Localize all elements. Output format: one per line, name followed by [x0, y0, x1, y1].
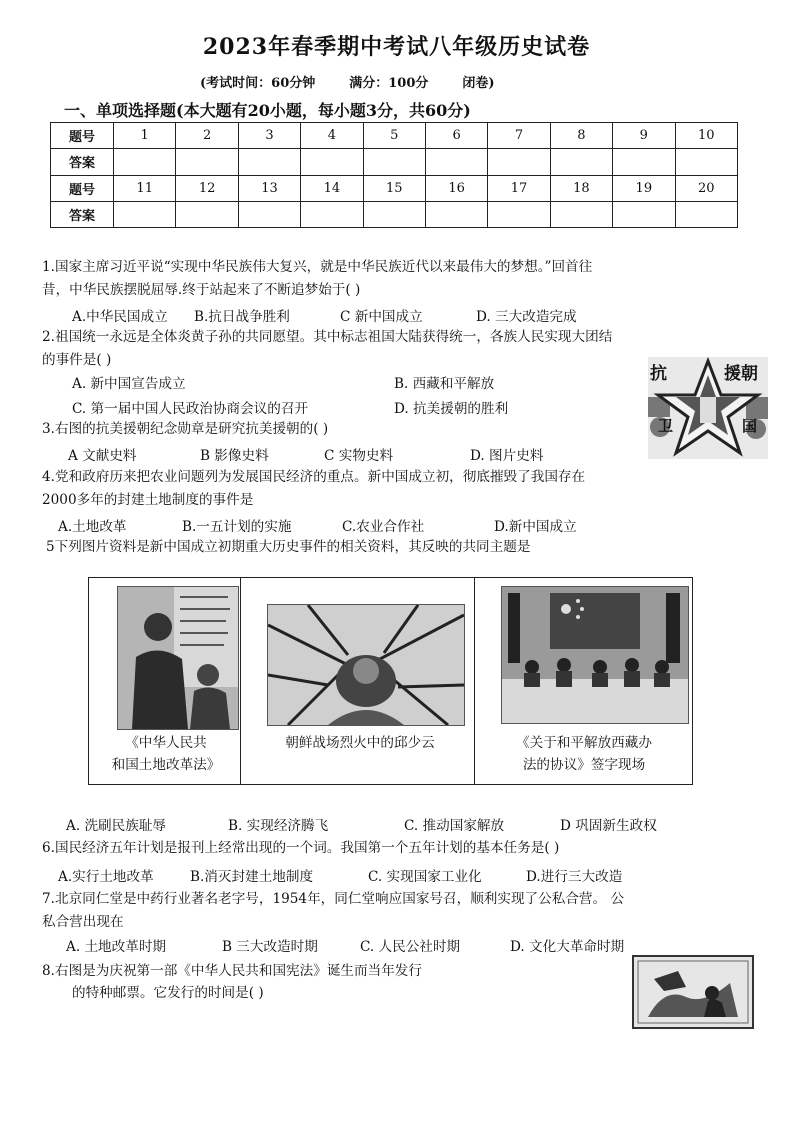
table-cell: 15: [363, 175, 425, 201]
table-cell: 17: [488, 175, 550, 201]
tibet-agreement-photo: [501, 586, 689, 724]
row-label-answer: 答案: [51, 149, 114, 175]
answer-cell[interactable]: [550, 201, 612, 227]
q2-option-a[interactable]: A. 新中国宣告成立: [72, 376, 186, 392]
table-cell: 8: [550, 123, 612, 149]
answer-cell[interactable]: [425, 149, 487, 175]
table-cell: 16: [425, 175, 487, 201]
q4-option-b[interactable]: B.一五计划的实施: [182, 519, 292, 535]
caption-land-reform: [99, 732, 233, 776]
caption-line: 和国土地改革法》: [111, 757, 221, 773]
table-cell: 2: [176, 123, 238, 149]
q2-option-d[interactable]: D. 抗美援朝的胜利: [394, 401, 509, 417]
medal-char-yuanchao: 援朝: [724, 364, 758, 384]
answer-table-row-answers-1: [51, 149, 738, 175]
answer-cell[interactable]: [613, 201, 675, 227]
table-cell: 9: [613, 123, 675, 149]
land-reform-law-photo: [117, 586, 239, 730]
constitution-stamp-image: [632, 955, 754, 1029]
answer-cell[interactable]: [176, 201, 238, 227]
answer-cell[interactable]: [301, 149, 363, 175]
medal-char-guo: 国: [742, 417, 758, 435]
q7-option-c[interactable]: C. 人民公社时期: [360, 939, 461, 955]
answer-cell[interactable]: [488, 149, 550, 175]
row-label-number: 题号: [51, 175, 114, 201]
q6-option-c[interactable]: C. 实现国家工业化: [368, 869, 482, 885]
table-cell: 10: [675, 123, 737, 149]
caption-tibet-agreement: [481, 732, 687, 776]
medal-char-wei: 卫: [658, 417, 674, 435]
q4-stem-line1: 4.党和政府历来把农业问题列为发展国民经济的重点。新中国成立初，彻底摧毁了我国存在: [42, 469, 586, 485]
q6-option-a[interactable]: A.实行土地改革: [58, 869, 154, 885]
caption-line: 《关于和平解放西藏办: [516, 735, 652, 751]
answer-cell[interactable]: [675, 201, 737, 227]
q5-option-d[interactable]: D 巩固新生政权: [560, 818, 657, 834]
table-cell: 7: [488, 123, 550, 149]
q7-stem-line1: 7.北京同仁堂是中药行业著名老字号，1954年，同仁堂响应国家号召，顺利实现了公私合营。 公: [42, 891, 625, 907]
exam-score: 满分：100分: [349, 76, 429, 91]
table-cell: 20: [675, 175, 737, 201]
q7-option-d[interactable]: D. 文化大革命时期: [510, 939, 625, 955]
qiu-shaoyun-photo: [267, 604, 465, 726]
table-cell: 13: [238, 175, 300, 201]
q7-option-a[interactable]: A. 土地改革时期: [66, 939, 167, 955]
answer-cell[interactable]: [176, 149, 238, 175]
table-cell: 11: [114, 175, 176, 201]
answer-table: [50, 122, 738, 228]
q7-stem-line2: 私合营出现在: [42, 914, 124, 930]
row-label-number: 题号: [51, 123, 114, 149]
answer-cell[interactable]: [425, 201, 487, 227]
q4-stem-line2: 2000多年的封建土地制度的事件是: [42, 492, 254, 508]
exam-closed: 闭卷): [462, 76, 495, 91]
answer-cell[interactable]: [114, 149, 176, 175]
table-cell: 5: [363, 123, 425, 149]
q5-stem: 5下列图片资料是新中国成立初期重大历史事件的相关资料，其反映的共同主题是: [46, 539, 531, 555]
q3-option-b[interactable]: B 影像史料: [200, 448, 269, 464]
answer-cell[interactable]: [488, 201, 550, 227]
caption-line: 法的协议》签字现场: [522, 757, 646, 773]
caption-line: 《中华人民共: [125, 735, 207, 751]
q6-option-d[interactable]: D.进行三大改造: [526, 869, 623, 885]
q3-option-c[interactable]: C 实物史料: [324, 448, 394, 464]
q2-stem-line2: 的事件是( ): [42, 352, 112, 368]
exam-time: (考试时间：60分钟: [200, 76, 316, 91]
table-cell: 4: [301, 123, 363, 149]
exam-meta: [200, 72, 529, 91]
answer-cell[interactable]: [363, 149, 425, 175]
divider: [474, 578, 475, 784]
table-cell: 1: [114, 123, 176, 149]
q1-option-a[interactable]: A.中华民国成立: [72, 309, 168, 325]
answer-cell[interactable]: [550, 149, 612, 175]
answer-cell[interactable]: [675, 149, 737, 175]
q7-option-b[interactable]: B 三大改造时期: [222, 939, 318, 955]
q4-option-c[interactable]: C.农业合作社: [342, 519, 425, 535]
answer-table-row-answers-2: [51, 201, 738, 227]
q3-option-d[interactable]: D. 图片史料: [470, 448, 544, 464]
caption-qiu-shaoyun: 朝鲜战场烈火中的邱少云: [285, 735, 435, 751]
answer-cell[interactable]: [301, 201, 363, 227]
q2-option-b[interactable]: B. 西藏和平解放: [394, 376, 495, 392]
section-one-heading: 一、单项选择题(本大题有20小题，每小题3分，共60分): [64, 101, 471, 120]
exam-title: 2023年春季期中考试八年级历史试卷: [202, 34, 591, 60]
answer-cell[interactable]: [238, 149, 300, 175]
table-cell: 12: [176, 175, 238, 201]
medal-char-kang: 抗: [650, 364, 667, 384]
q8-stem-line2: 的特种邮票。它发行的时间是( ): [72, 985, 264, 1001]
q5-option-c[interactable]: C. 推动国家解放: [404, 818, 505, 834]
q5-option-a[interactable]: A. 洗刷民族耻辱: [66, 818, 167, 834]
row-label-answer: 答案: [51, 201, 114, 227]
q1-stem-line1: 1.国家主席习近平说“实现中华民族伟大复兴，就是中华民族近代以来最伟大的梦想。”回首往: [42, 259, 593, 275]
answer-cell[interactable]: [363, 201, 425, 227]
answer-cell[interactable]: [238, 201, 300, 227]
q2-stem-line1: 2.祖国统一永远是全体炎黄子孙的共同愿望。其中标志祖国大陆获得统一，各族人民实现大团结: [42, 329, 613, 345]
q8-stem-line1: 8.右图是为庆祝第一部《中华人民共和国宪法》诞生而当年发行: [42, 963, 422, 979]
q6-stem: 6.国民经济五年计划是报刊上经常出现的一个词。我国第一个五年计划的基本任务是( ): [42, 840, 560, 856]
q1-option-c[interactable]: C 新中国成立: [340, 309, 423, 325]
table-cell: 19: [613, 175, 675, 201]
memorial-medal-image: [648, 357, 768, 459]
q6-option-b[interactable]: B.消灭封建土地制度: [190, 869, 314, 885]
table-cell: 14: [301, 175, 363, 201]
answer-table-row-numbers-1: [51, 123, 738, 149]
answer-cell[interactable]: [114, 201, 176, 227]
table-cell: 3: [238, 123, 300, 149]
answer-table-row-numbers-2: [51, 175, 738, 201]
q3-stem: 3.右图的抗美援朝纪念勋章是研究抗美援朝的( ): [42, 421, 329, 437]
q1-stem-line2: 昔，中华民族摆脱屈辱.终于站起来了不断追梦始于( ): [42, 282, 361, 298]
q1-option-d[interactable]: D. 三大改造完成: [476, 309, 577, 325]
q5-option-b[interactable]: B. 实现经济腾飞: [228, 818, 329, 834]
answer-cell[interactable]: [613, 149, 675, 175]
divider: [240, 578, 241, 784]
table-cell: 6: [425, 123, 487, 149]
q4-option-d[interactable]: D.新中国成立: [494, 519, 577, 535]
q3-option-a[interactable]: A 文献史料: [68, 448, 137, 464]
q4-option-a[interactable]: A.土地改革: [58, 519, 127, 535]
table-cell: 18: [550, 175, 612, 201]
q1-option-b[interactable]: B.抗日战争胜利: [194, 309, 290, 325]
q2-option-c[interactable]: C. 第一届中国人民政治协商会议的召开: [72, 401, 309, 417]
q5-image-panel: [88, 577, 693, 785]
